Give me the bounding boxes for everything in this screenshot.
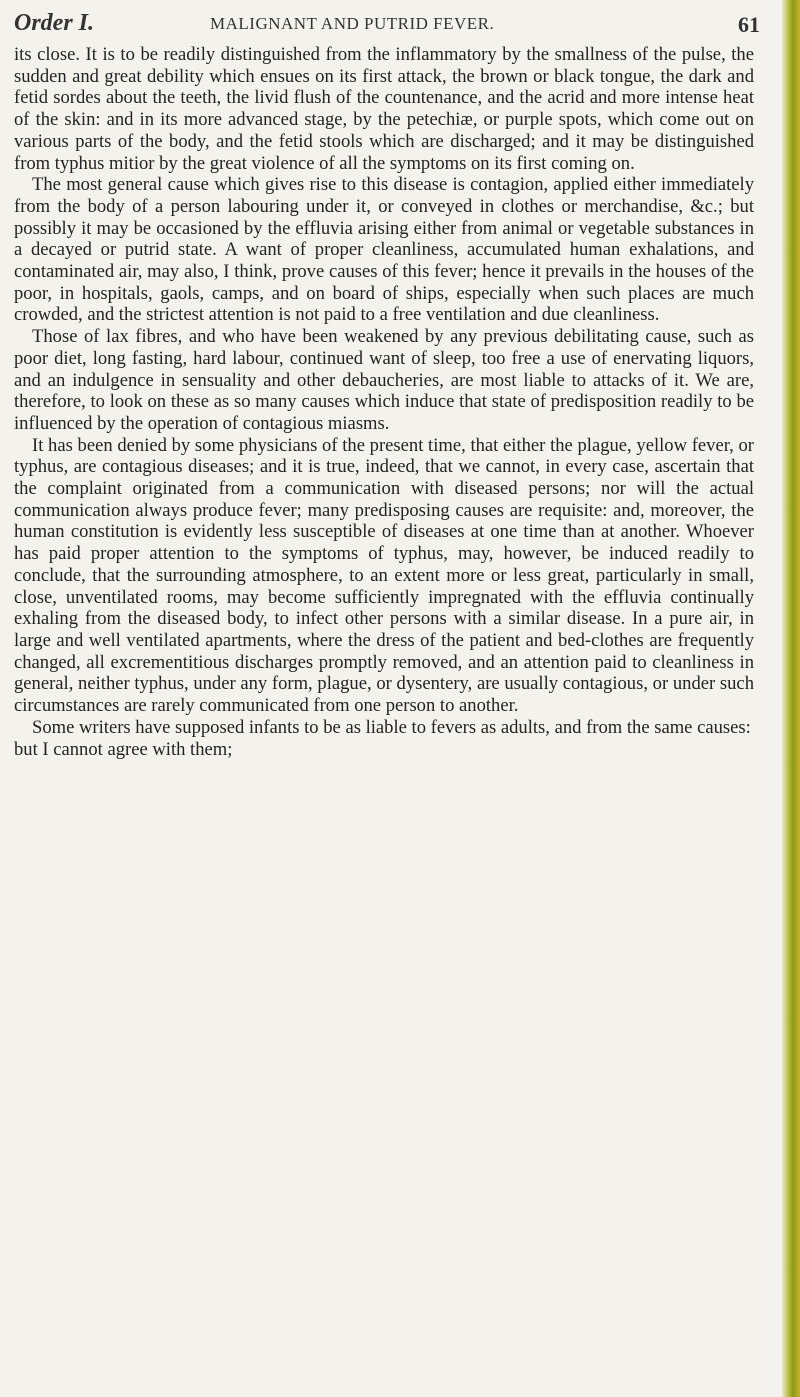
running-title: MALIGNANT AND PUTRID FEVER. bbox=[210, 14, 495, 33]
paragraph-5: Some writers have supposed infants to be as liable to fevers as adults, and from the same causes: but I cannot agree with them; bbox=[14, 716, 751, 760]
paragraph-2: The most general cause which gives rise to this disease is contagion, applied either immediately from the body of a person labouring under it, or conveyed in clothes or merchandise, &c.; but possibly it may be occasioned by the effluvia arising either from animal or vegetable substances in a decayed or putrid state. A want of proper cleanliness, accumulated human exhalations, and contaminated air, may also, I think, prove causes of this fever; hence it prevails in the houses of the poor, in hospitals, gaols, camps, and on board of ships, especially when such places are much crowded, and the strictest attention is not paid to a free ventilation and due cleanliness. bbox=[14, 174, 754, 326]
running-header bbox=[14, 8, 760, 42]
order-label: Order I. bbox=[14, 10, 95, 36]
paragraph-4: It has been denied by some physicians of the present time, that either the plague, yellow fever, or typhus, are contagious diseases; and it is true, indeed, that we cannot, in every case, ascertain that the complaint originated from a communication with diseased persons; nor will the actual communication always produce fever; many predisposing causes are requisite: and, moreover, the human constitution is evidently less susceptible of diseases at one time than at another. Whoever has paid proper attention to the symptoms of typhus, may, however, be induced readily to conclude, that the surrounding atmosphere, to an extent more or less great, particularly in small, close, unventilated rooms, may become sufficiently impregnated with the effluvia continually exhaling from the diseased body, to infect other persons with a similar disease. In a pure air, in large and well ventilated apartments, where the dress of the patient and bed-clothes are frequently changed, all excrementitious discharges promptly removed, and an attention paid to cleanliness in general, neither typhus, under any form, plague, or dysentery, are usually contagious, or under such circumstances are rarely communicated from one person to another. bbox=[14, 434, 754, 717]
paragraph-3: Those of lax fibres, and who have been weakened by any previous debilitating cause, such as poor diet, long fasting, hard labour, continued want of sleep, too free a use of enervating liquors, and an indulgence in sensuality and other debaucheries, are most liable to attacks of it. We are, therefore, to look on these as so many causes which induce that state of predisposition readily to be influenced by the operation of contagious miasms. bbox=[14, 326, 754, 434]
page-edge-binding bbox=[782, 0, 800, 1397]
paragraph-1: its close. It is to be readily distinguished from the inflammatory by the smallness of the pulse, the sudden and great debility which ensues on its first attack, the brown or black tongue, the dark and fetid sordes about the teeth, the livid flush of the countenance, and the acrid and more intense heat of the skin: and in its more advanced stage, by the petechiæ, or purple spots, which come out on various parts of the body, and the fetid stools which are discharged; and it may be distinguished from typhus mitior by the great violence of all the symptoms on its first coming on. bbox=[14, 44, 754, 174]
body-text bbox=[14, 44, 754, 760]
page-number: 61 bbox=[738, 12, 760, 37]
